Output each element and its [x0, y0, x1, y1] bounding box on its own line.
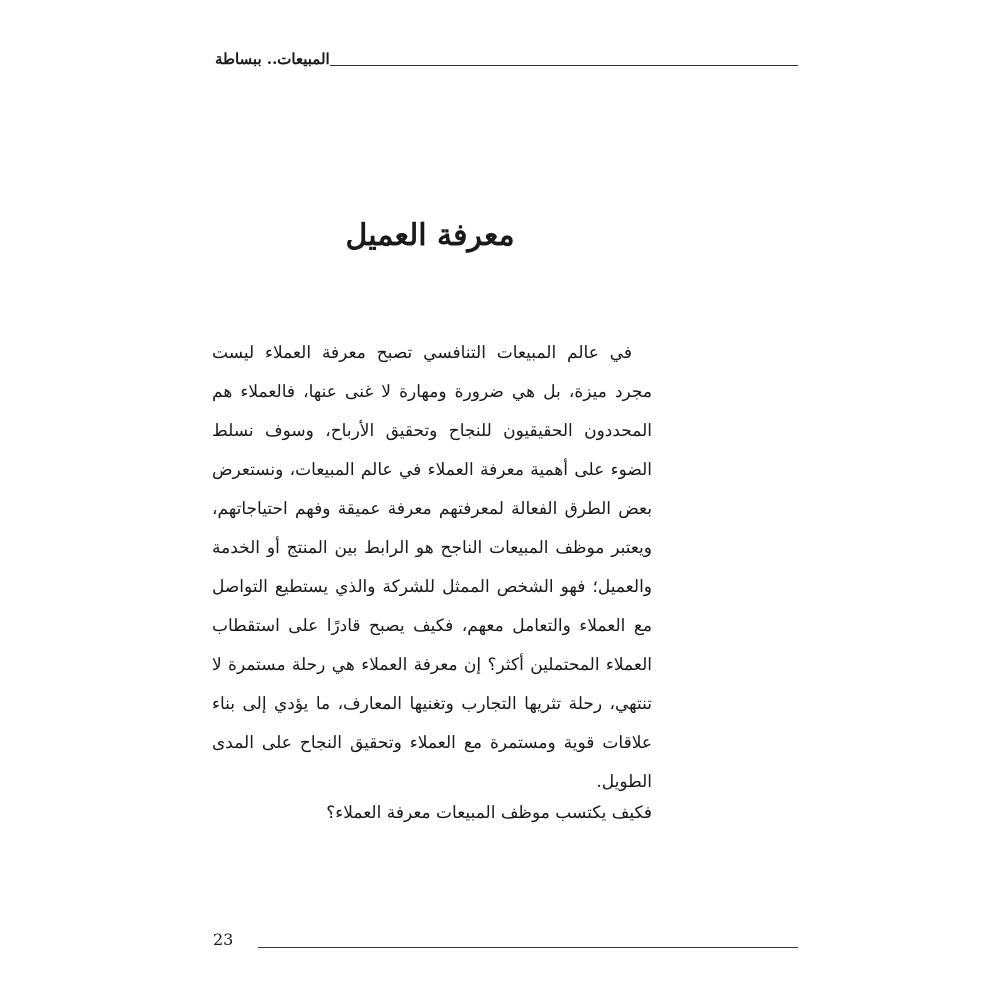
page-number: 23 [213, 930, 234, 949]
header-rule [330, 65, 798, 66]
running-header-title: المبيعات.. ببساطة [215, 50, 330, 68]
footer-rule [258, 947, 798, 948]
body-text [212, 334, 652, 802]
body-paragraph: في عالم المبيعات التنافسي تصبح معرفة العملاء ليست مجرد ميزة، بل هي ضرورة ومهارة لا غنى عنها، فالعملاء هم المحددون الحقيقيون للنجاح وتحقيق الأرباح، وسوف نسلط الضوء على أهمية معرفة العملاء في عالم المبيعات، ونستعرض بعض الطرق الفعالة لمعرفتهم معرفة عميقة وفهم احتياجاتهم، ويعتبر موظف المبيعات الناجح هو الرابط بين المنتج أو الخدمة والعميل؛ فهو الشخص الممثل للشركة والذي يستطيع التواصل مع العملاء والتعامل معهم، فكيف يصبح قادرًا على استقطاب العملاء المحتملين أكثر؟ إن معرفة العملاء هي رحلة مستمرة لا تنتهي، رحلة تثريها التجارب وتغنيها المعارف، ما يؤدي إلى بناء علاقات قوية ومستمرة مع العملاء وتحقيق النجاح على المدى الطويل. [212, 343, 652, 792]
chapter-title: معرفة العميل [345, 218, 515, 253]
section-question: فكيف يكتسب موظف المبيعات معرفة العملاء؟ [326, 803, 652, 823]
